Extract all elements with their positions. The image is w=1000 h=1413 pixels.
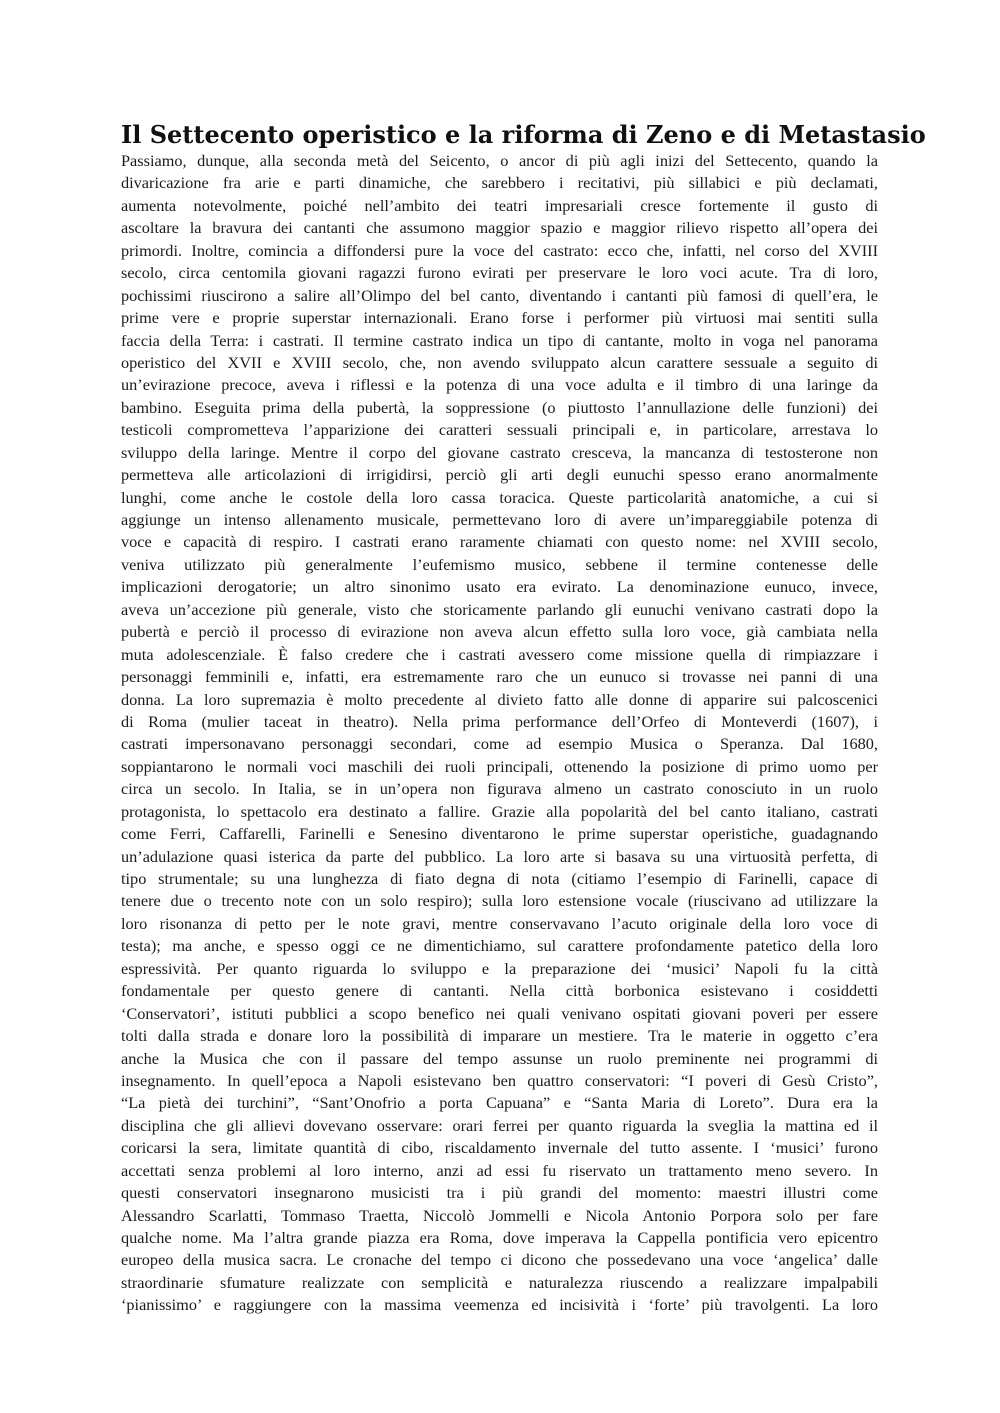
text-line: operistico del XVII e XVIII secolo, che, non avendo sviluppato alcun carattere sessuale a seguito di [121, 352, 878, 372]
text-line: lunghi, come anche le costole della loro cassa toracica. Queste particolarità anatomiche, a cui si [121, 487, 878, 507]
text-line: prime vere e proprie superstar internazionali. Erano forse i performer più virtuosi mai sentiti sulla [121, 308, 878, 328]
text-line: faccia della Terra: i castrati. Il termine castrato indica un tipo di cantante, molto in voga nel panorama [121, 330, 878, 350]
text-line: divaricazione fra arie e parti dinamiche, che sarebbero i recitativi, più sillabici e più declamati, [121, 173, 878, 193]
text-line: europeo della musica sacra. Le cronache del tempo ci dicono che possedevano una voce ‘angelica’ dalle [121, 1250, 878, 1270]
text-line: qualche nome. Ma l’altra grande piazza era Roma, dove imperava la Cappella pontificia vero epicentro [121, 1228, 878, 1247]
text-line: testa); ma anche, e spesso oggi ce ne dimentichiamo, sul carattere profondamente patetico della loro [121, 936, 878, 956]
text-line: Passiamo, dunque, alla seconda metà del Seicento, o ancor di più agli inizi del Settecento, quando la [121, 151, 878, 170]
text-line: bambino. Eseguita prima della pubertà, la soppressione (o piuttosto l’annullazione delle funzioni) dei [121, 397, 878, 417]
text-line: un’evirazione precoce, aveva i riflessi e la potenza di una voce adulta e il timbro di una laringe da [121, 375, 878, 395]
text-line: aggiunge un intenso allenamento musicale, permettevano loro di avere un’impareggiabile potenza di [121, 510, 878, 529]
text-line: come Ferri, Caffarelli, Farinelli e Senesino diventarono le prime superstar operistiche, guadagnando [121, 824, 878, 844]
text-line: castrati impersonavano personaggi secondari, come ad esempio Musica o Speranza. Dal 1680, [121, 734, 878, 754]
text-line: coricarsi la sera, limitate quantità di cibo, riscaldamento invernale del tutto assente. I ‘musici’ furono [121, 1138, 878, 1158]
text-line: espressività. Per quanto riguarda lo sviluppo e la preparazione dei ‘musici’ Napoli fu la città [121, 958, 878, 978]
text-line: soppiantarono le normali voci maschili dei ruoli principali, ottenendo la posizione di primo uomo per [121, 756, 878, 776]
text-line: donna. La loro supremazia è molto precedente al divieto fatto alle donne di apparire sui palcoscenici [121, 689, 878, 709]
text-line: testicoli comprometteva l’apparizione dei caratteri sessuali principali e, in particolare, arrestava lo [121, 420, 878, 440]
text-line: questi conservatori insegnarono musicisti tra i più grandi del momento: maestri illustri come [121, 1183, 878, 1203]
text-line: primordi. Inoltre, comincia a diffondersi pure la voce del castrato: ecco che, infatti, nel corso del XVIII [121, 240, 878, 260]
text-line: muta adolescenziale. È falso credere che i castrati avessero come missione quella di rimpiazzare i [121, 644, 878, 664]
text-line: fondamentale per questo genere di cantanti. Nella città borbonica esistevano i cosiddetti [121, 981, 878, 1001]
text-line: un’adulazione quasi isterica da parte del pubblico. La loro arte si basava su una virtuosità perfetta, di [121, 846, 878, 866]
text-line: Alessandro Scarlatti, Tommaso Traetta, Niccolò Jommelli e Nicola Antonio Porpora solo per fare [121, 1205, 878, 1225]
text-line: pochissimi riuscirono a salire all’Olimpo del bel canto, diventando i cantanti più famosi di quell’era, le [121, 285, 878, 305]
text-line: veniva utilizzato più generalmente l’eufemismo musico, sebbene il termine contenesse delle [121, 554, 878, 574]
text-line: tenere due o trecento note con un solo respiro); sulla loro estensione vocale (riuscivano ad utilizzare la [121, 891, 878, 911]
text-line: implicazioni derogatorie; un altro sinonimo usato era evirato. La denominazione eunuco, invece, [121, 577, 878, 597]
body-paragraph [121, 150, 878, 1317]
text-line: straordinarie sfumature realizzate con semplicità e naturalezza riuscendo a realizzare impalpabili [121, 1272, 878, 1292]
text-line: insegnamento. In quell’epoca a Napoli esistevano ben quattro conservatori: “I poveri di Gesù Cristo”, [121, 1070, 878, 1090]
text-line: voce e capacità di respiro. I castrati erano raramente chiamati con questo nome: nel XVIII secolo, [121, 532, 878, 552]
text-line: “La pietà dei turchini”, “Sant’Onofrio a porta Capuana” e “Santa Maria di Loreto”. Dura era la [121, 1093, 878, 1113]
text-line: personaggi femminili e, infatti, era estremamente raro che un eunuco si trovasse nei panni di una [121, 667, 878, 687]
text-line: circa un secolo. In Italia, se in un’opera non figurava almeno un castrato conosciuto in un ruolo [121, 779, 878, 799]
text-line: ‘pianissimo’ e raggiungere con la massima veemenza ed incisività i ‘forte’ più travolgenti. La loro [121, 1295, 878, 1315]
text-line: tolti dalla strada e donare loro la possibilità di imparare un mestiere. Tra le materie in oggetto c’era [121, 1026, 878, 1046]
text-line: disciplina che gli allievi dovevano osservare: orari ferrei per quanto riguarda la sveglia la mattina ed il [121, 1115, 878, 1135]
text-line: sviluppo della laringe. Mentre il corpo del giovane castrato cresceva, la mancanza di testosterone non [121, 442, 878, 462]
text-line: aumenta notevolmente, poiché nell’ambito dei teatri impresariali cresce fortemente il gusto di [121, 195, 878, 215]
text-line: anche la Musica che con il passare del tempo assunse un ruolo preminente nei programmi di [121, 1048, 878, 1068]
text-line: ascoltare la bravura dei cantanti che assumono maggior spazio e maggior rilievo rispetto all’opera dei [121, 218, 878, 238]
text-line: di Roma (mulier taceat in theatro). Nella prima performance dell’Orfeo di Monteverdi (1607), i [121, 711, 878, 731]
text-line: permetteva alle articolazioni di irrigidirsi, perciò gli arti degli eunuchi spesso erano anormalmente [121, 465, 878, 485]
text-line: ‘Conservatori’, istituti pubblici a scopo benefico nei quali venivano ospitati giovani poveri per essere [121, 1003, 878, 1023]
text-line: pubertà e perciò il processo di evirazione non aveva alcun effetto sulla loro voce, già cambiata nella [121, 622, 878, 642]
text-line: accettati senza problemi al loro interno, anzi ad essi fu riservato un trattamento meno severo. In [121, 1160, 878, 1180]
text-line: secolo, circa centomila giovani ragazzi furono evirati per preservare le loro voci acute. Tra di loro, [121, 263, 878, 283]
section-heading: Il Settecento operistico e la riforma di Zeno e di Metastasio [121, 120, 926, 149]
text-line: loro risonanza di petto per le note gravi, mentre conservavano l’acuto originale della loro voce di [121, 913, 878, 933]
text-line: tipo strumentale; su una lunghezza di fiato degna di nota (citiamo l’esempio di Farinelli, capace di [121, 869, 878, 888]
text-line: aveva un’accezione più generale, visto che storicamente parlando gli eunuchi venivano castrati dopo la [121, 599, 878, 619]
text-line: protagonista, lo spettacolo era destinato a fallire. Grazie alla popolarità del bel canto italiano, castrati [121, 801, 878, 821]
